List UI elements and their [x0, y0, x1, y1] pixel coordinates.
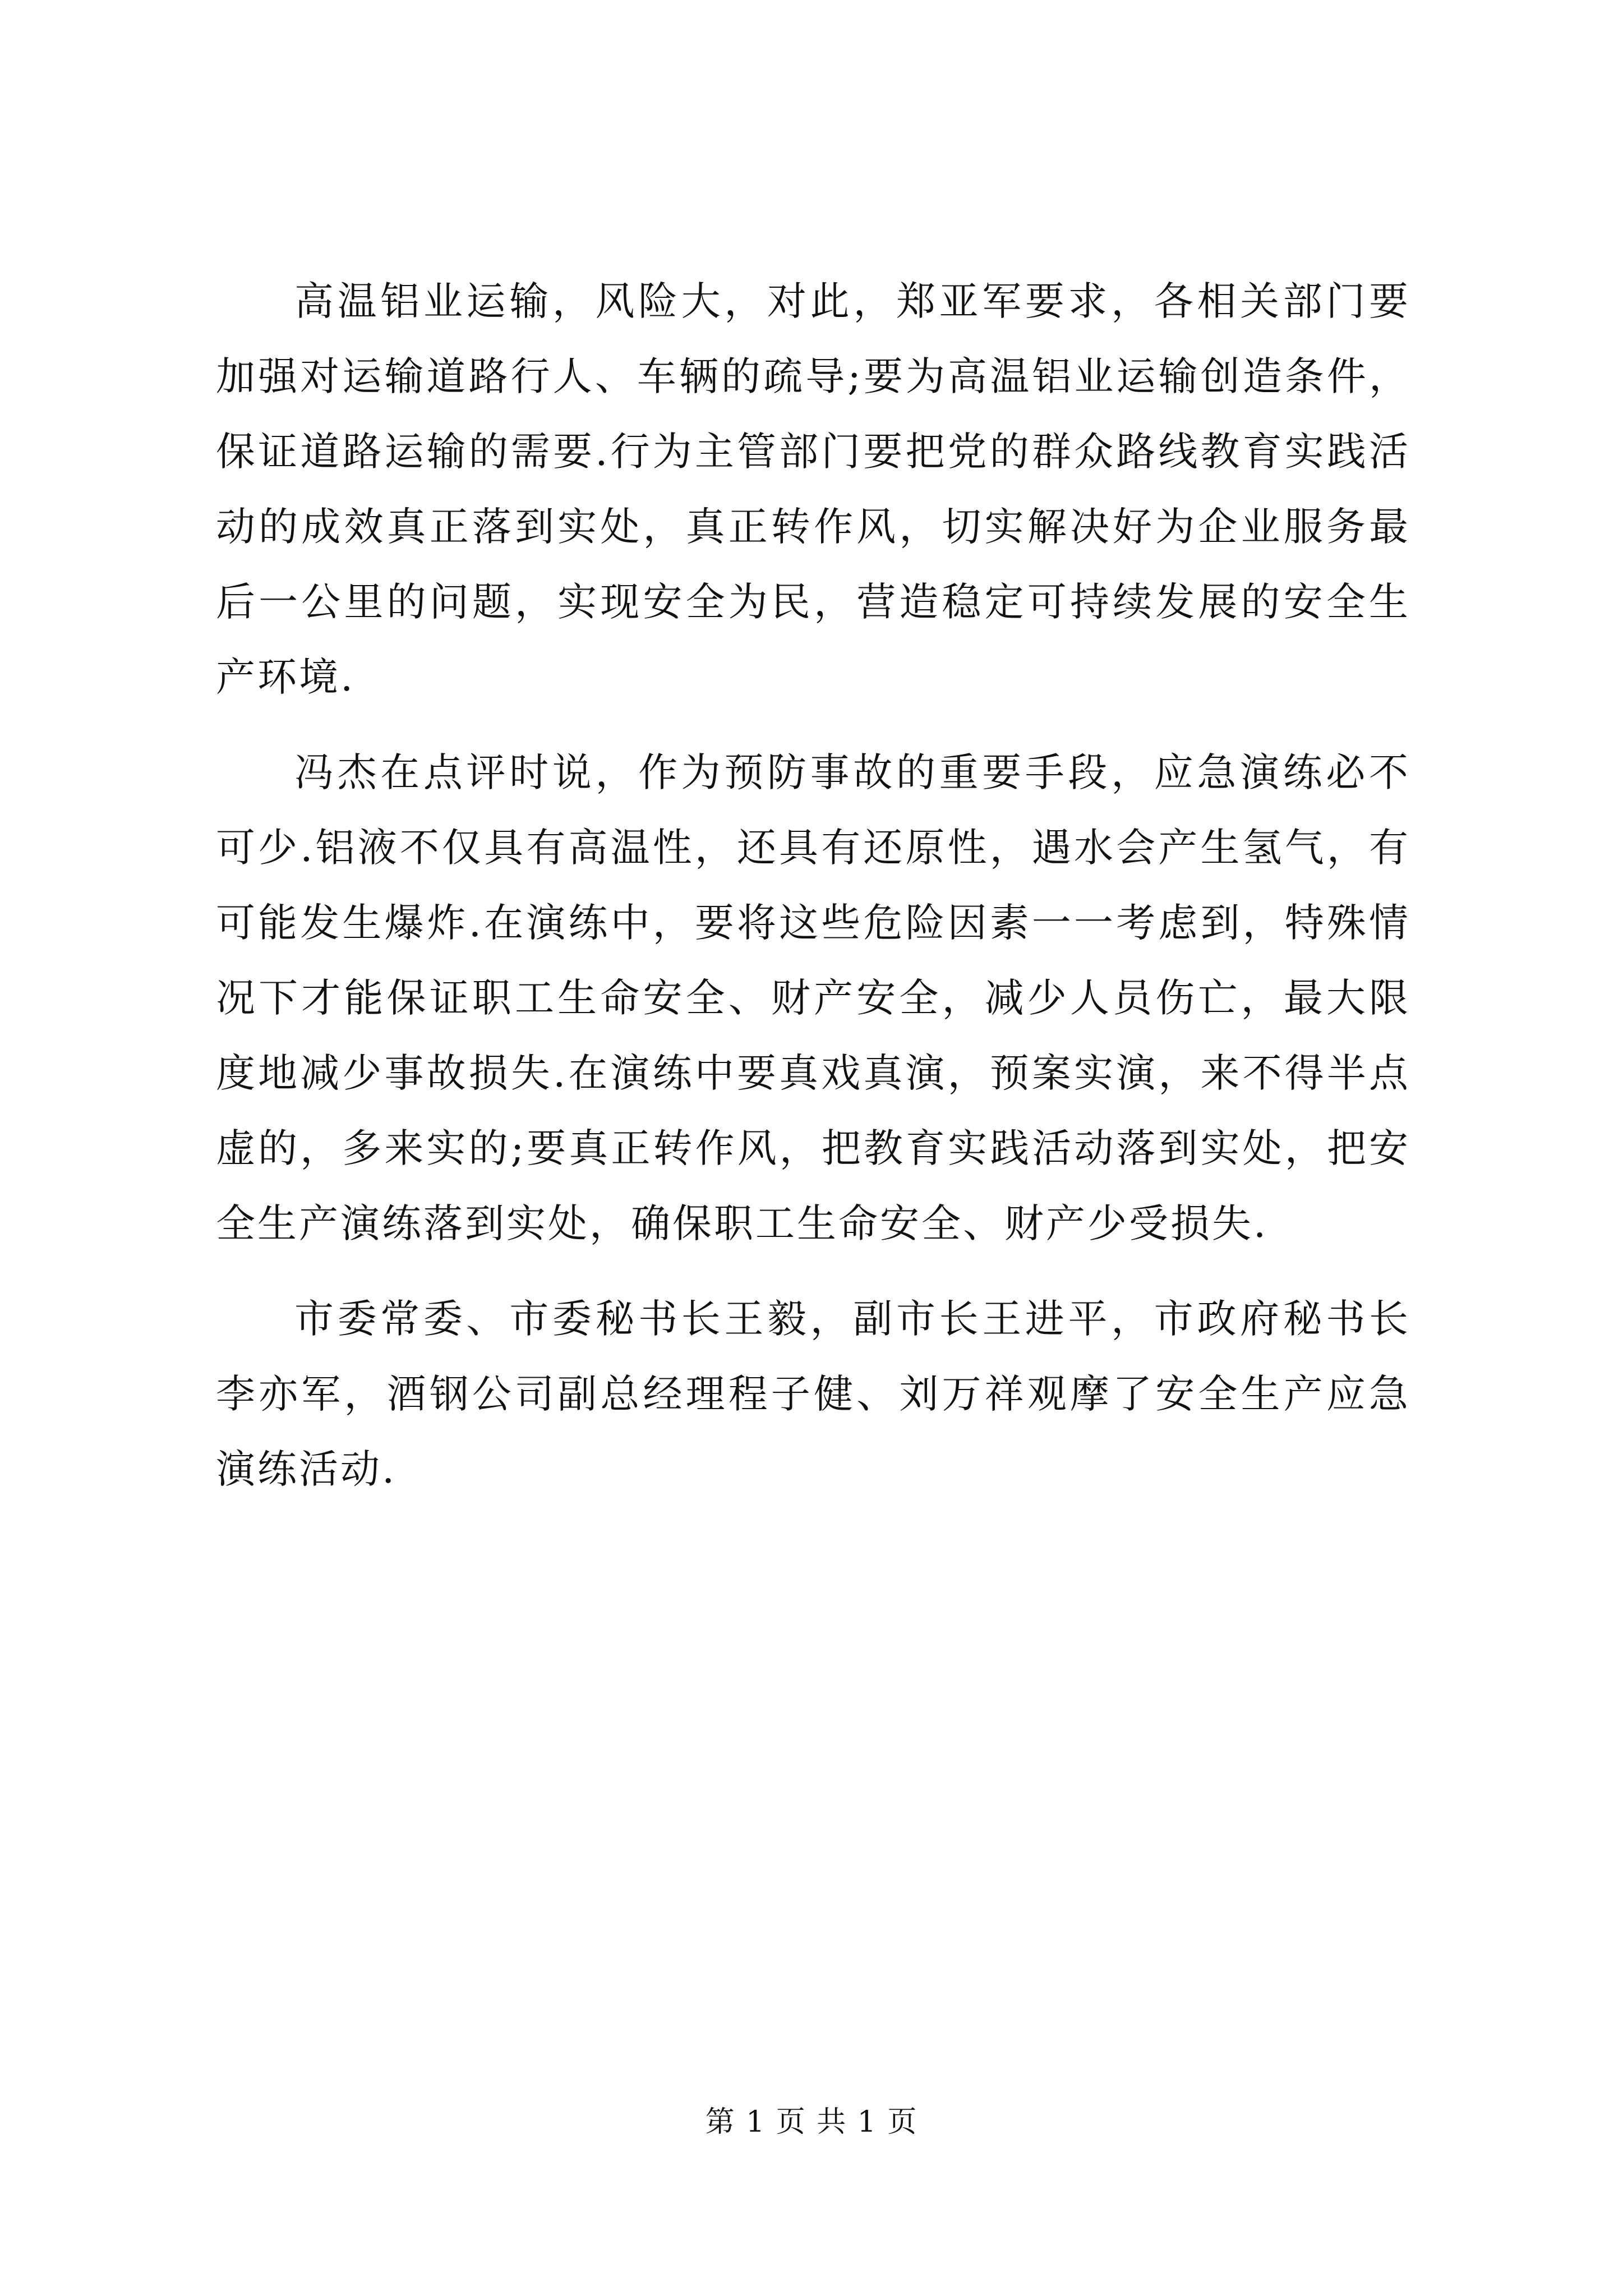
paragraph-3: 市委常委、市委秘书长王毅，副市长王进平，市政府秘书长李亦军，酒钢公司副总经理程子健、刘万祥观摩了安全生产应急演练活动. [216, 1296, 1410, 1492]
paragraph-2: 冯杰在点评时说，作为预防事故的重要手段，应急演练必不可少.铝液不仅具有高温性，还具有还原性，遇水会产生氢气，有可能发生爆炸.在演练中，要将这些危险因素一一考虑到，特殊情况下才能保证职工生命安全、财产安全，减少人员伤亡，最大限度地减少事故损失.在演练中要真戏真演，预案实演，来不得半点虚的，多来实的;要真正转作风，把教育实践活动落到实处，把安全生产演练落到实处，确保职工生命安全、财产少受损失. [216, 749, 1410, 1246]
paragraph-1: 高温铝业运输，风险大，对此，郑亚军要求，各相关部门要加强对运输道路行人、车辆的疏导;要为高温铝业运输创造条件，保证道路运输的需要.行为主管部门要把党的群众路线教育实践活动的成效真正落到实处，真正转作风，切实解决好为企业服务最后一公里的问题，实现安全为民，营造稳定可持续发展的安全生产环境. [216, 278, 1410, 700]
document-body [216, 264, 1410, 1507]
page-footer: 第 1 页 共 1 页 [705, 2105, 918, 2139]
